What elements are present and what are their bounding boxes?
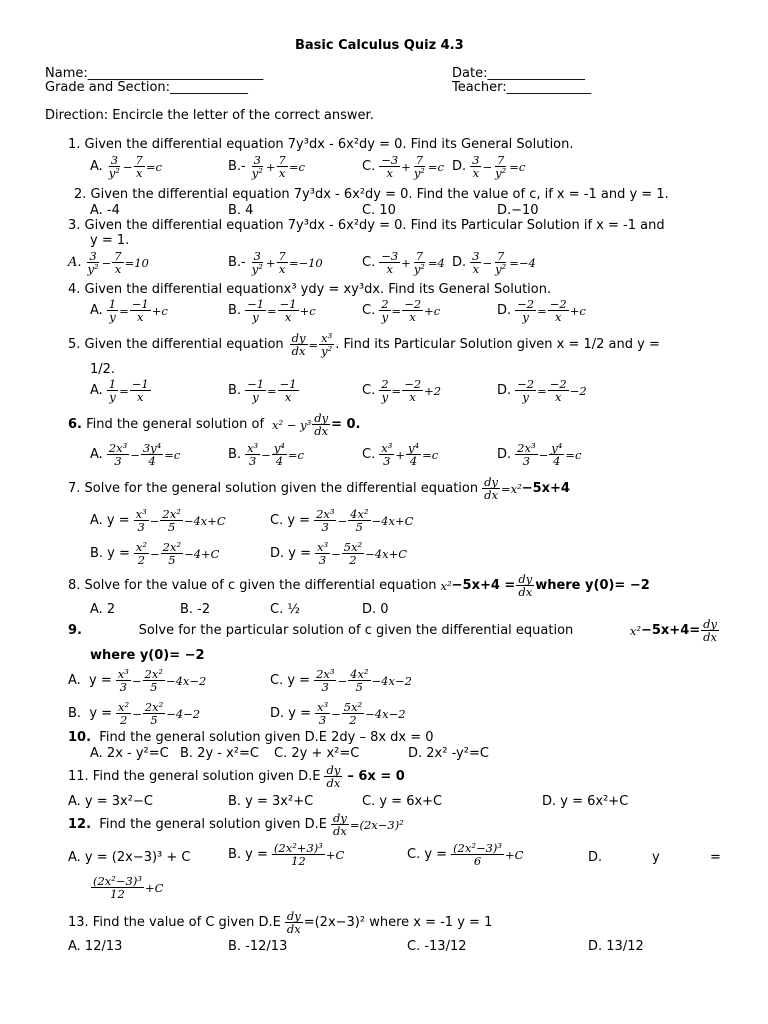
question-7: 7. Solve for the general solution given the differential equation $\frac{dy}{dx}$ =x² −5x+4 [68, 475, 570, 502]
q2-option-b: B. 4 [228, 203, 254, 218]
q3-option-d: D. $\frac{3}{x}$ − $\frac{7}{\text{y²}}$ =−4 [452, 249, 536, 276]
q9-option-b: B. y = $\frac{\text{x²}}{2}$ − $\frac{\text{2x²}}{5}$ −4−2 [68, 700, 201, 727]
q4-option-a: A. $\frac{1}{y}$ = $\frac{-1}{x}$ +c [90, 297, 168, 324]
q10-option-c: C. 2y + x²=C [274, 746, 360, 761]
q8-option-d: D. 0 [362, 602, 389, 617]
question-6: 6. Find the general solution of x² − y³ $\frac{dy}{dx}$ = 0. [68, 411, 361, 438]
q7-option-c: C. y = $\frac{\text{2x³}}{3}$ − $\frac{\text{4x²}}{5}$ −4x+C [270, 507, 414, 534]
question-10 [68, 730, 434, 745]
grade-section-field: Grade and Section:____________ [45, 80, 249, 95]
q12-text: Find the general solution given D.E [99, 817, 327, 832]
q3-option-c: C. $\frac{-3}{x}$ + $\frac{7}{\text{y²}}$ =4 [362, 249, 445, 276]
q9-text: Solve for the particular solution of c given the differential equation [138, 623, 574, 638]
q2-option-d: D.−10 [497, 203, 539, 218]
q9-mid: −5x+4= [640, 623, 701, 638]
page-title: Basic Calculus Quiz 4.3 [295, 38, 464, 53]
q6-text: Find the general solution of [86, 417, 265, 432]
q4-option-b: B. $\frac{-1}{y}$ = $\frac{-1}{x}$ +c [228, 297, 316, 324]
q8-option-c: C. ½ [270, 602, 300, 617]
question-12: 12. Find the general solution given D.E $\frac{dy}{dx}$ =(2x−3)² [68, 811, 404, 838]
q1-option-a: A. $\frac{3}{\text{y²}}$ − $\frac{7}{x}$ =c [90, 153, 162, 180]
q1-option-d: D. $\frac{3}{x}$ − $\frac{7}{\text{y²}}$ =c [452, 153, 526, 180]
q6-tail: = 0. [331, 417, 361, 432]
q10-option-a: A. 2x - y²=C [90, 746, 169, 761]
q10-text: Find the general solution given D.E 2dy – 8x dx = 0 [99, 730, 434, 745]
q8-option-a: A. 2 [90, 602, 116, 617]
q13-option-b: B. -12/13 [228, 939, 288, 954]
question-9-cont: where y(0)= −2 [90, 648, 205, 663]
question-4: 4. Given the differential equationx³ ydy = xy³dx. Find its General Solution. [68, 282, 552, 297]
q5-option-b: B. $\frac{-1}{y}$ = $\frac{-1}{x}$ [228, 377, 297, 404]
q12-b-label: B. y = [228, 847, 268, 862]
q12-d-eq: = [710, 850, 721, 865]
q13-tail: =(2x−3)² where x = -1 y = 1 [303, 915, 493, 930]
q13-option-c: C. -13/12 [407, 939, 467, 954]
q7-option-b: B. y = $\frac{\text{x²}}{2}$ − $\frac{\text{2x²}}{5}$ −4+C [90, 540, 220, 567]
question-13: 13. Find the value of C given D.E $\frac{dy}{dx}$ =(2x−3)² where x = -1 y = 1 [68, 909, 493, 936]
question-3: 3. Given the differential equation 7y³dx - 6x²dy = 0. Find its Particular Solution if x = -1 and [68, 218, 665, 233]
q11-option-c: C. y = 6x+C [362, 794, 443, 809]
q7-tail: −5x+4 [521, 481, 570, 496]
q1-option-c: C. $\frac{-3}{x}$ + $\frac{7}{\text{y²}}$ =c [362, 153, 444, 180]
q10-option-b: B. 2y - x²=C [180, 746, 259, 761]
q9-option-d: D. y = $\frac{\text{x³}}{3}$ − $\frac{\text{5x²}}{2}$ −4x−2 [270, 700, 406, 727]
question-2: 2. Given the differential equation 7y³dx - 6x²dy = 0. Find the value of c, if x = -1 and y = 1. [74, 187, 669, 202]
q8-text: 8. Solve for the value of c given the differential equation [68, 578, 437, 593]
q8-option-b: B. -2 [180, 602, 211, 617]
q11-option-d: D. y = 6x²+C [542, 794, 629, 809]
q3-option-a: A. $\frac{3}{\text{y²}}$ − $\frac{7}{x}$ =10 [68, 249, 149, 276]
q6-option-a: A. $\frac{\text{2x³}}{3}$ − $\frac{\text{3y⁴}}{4}$ =c [90, 441, 181, 468]
teacher-field: Teacher:_____________ [452, 80, 592, 95]
q6-number: 6. [68, 417, 82, 432]
q5-option-a: A. $\frac{1}{y}$ = $\frac{-1}{x}$ [90, 377, 149, 404]
q5-text-a: 5. Given the differential equation [68, 337, 284, 352]
q7-option-d: D. y = $\frac{\text{x³}}{3}$ − $\frac{\text{5x²}}{2}$ −4x+C [270, 540, 408, 567]
q6-option-b: B. $\frac{\text{x³}}{3}$ − $\frac{\text{y⁴}}{4}$ =c [228, 441, 304, 468]
q12-tail: =(2x−3)² [349, 817, 404, 832]
q1-option-b: B.- $\frac{3}{\text{y²}}$ + $\frac{7}{x}$ =c [228, 153, 305, 180]
question-3-cont: y = 1. [90, 233, 130, 248]
question-5: 5. Given the differential equation $\frac{dy}{dx}$ = $\frac{\text{x³}}{\text{y²}}$ . Find its Particular Solution given x = 1/2 and y = [68, 331, 660, 358]
q10-option-d: D. 2x² -y²=C [408, 746, 489, 761]
q11-tail: – 6x = 0 [347, 769, 405, 784]
date-field: Date:_______________ [452, 66, 585, 81]
q10-number: 10. [68, 730, 92, 745]
question-8: 8. Solve for the value of c given the differential equation x² −5x+4 = $\frac{dy}{dx}$ where y(0)= −2 [68, 572, 650, 599]
q5-option-d: D. $\frac{-2}{y}$ = $\frac{-2}{x}$ −2 [497, 377, 587, 404]
q11-option-a: A. y = 3x²−C [68, 794, 153, 809]
q6-option-c: C. $\frac{\text{x³}}{3}$ + $\frac{\text{y⁴}}{4}$ =c [362, 441, 439, 468]
q4-option-c: C. $\frac{2}{y}$ = $\frac{-2}{x}$ +c [362, 297, 441, 324]
q12-option-c: C. y = $\frac{\text{(2x²−3)³}}{6}$ +C [407, 841, 524, 868]
q2-option-a: A. -4 [90, 203, 120, 218]
direction-text: Direction: Encircle the letter of the correct answer. [45, 108, 374, 123]
q13-option-a: A. 12/13 [68, 939, 123, 954]
q11-text: 11. Find the general solution given D.E [68, 769, 321, 784]
q12-option-a: A. y = (2x−3)³ + C [68, 850, 191, 865]
q12-d-y: y [652, 850, 660, 865]
q6-option-d: D. $\frac{\text{2x³}}{3}$ − $\frac{\text{y⁴}}{4}$ =c [497, 441, 582, 468]
q12-c-label: C. y = [407, 847, 448, 862]
q9-option-a: A. y = $\frac{\text{x³}}{3}$ − $\frac{\text{2x²}}{5}$ −4x−2 [68, 667, 207, 694]
name-field: Name:___________________________ [45, 66, 264, 81]
q12-option-b: B. y = $\frac{\text{(2x²+3)³}}{12}$ +C [228, 841, 345, 868]
q12-option-d: $\frac{\text{(2x²−3)³}}{12}$ +C [93, 874, 164, 901]
q9-option-c: C. y = $\frac{\text{2x³}}{3}$ − $\frac{\text{4x²}}{5}$ −4x−2 [270, 667, 412, 694]
q5-option-c: C. $\frac{2}{y}$ = $\frac{-2}{x}$ +2 [362, 377, 442, 404]
question-9: 9. Solve for the particular solution of c given the differential equation x² −5x+4= $\frac{dy}{dx}$ [68, 617, 717, 644]
q4-option-d: D. $\frac{-2}{y}$ = $\frac{-2}{x}$ +c [497, 297, 586, 324]
question-1: 1. Given the differential equation 7y³dx - 6x²dy = 0. Find its General Solution. [68, 137, 574, 152]
q3-option-b: B.- $\frac{3}{\text{y²}}$ + $\frac{7}{x}$ =−10 [228, 249, 323, 276]
q2-option-c: C. 10 [362, 203, 396, 218]
q9-number: 9. [68, 623, 82, 638]
q8-mid: −5x+4 = [451, 578, 516, 593]
q13-option-d: D. 13/12 [588, 939, 644, 954]
q7-option-a: A. y = $\frac{\text{x³}}{3}$ − $\frac{\text{2x²}}{5}$ −4x+C [90, 507, 226, 534]
q13-text: 13. Find the value of C given D.E [68, 915, 281, 930]
question-5-cont: 1/2. [90, 362, 116, 377]
q12-number: 12. [68, 817, 92, 832]
q12-d-label: D. [588, 850, 603, 865]
question-11: 11. Find the general solution given D.E $\frac{dy}{dx}$ – 6x = 0 [68, 763, 405, 790]
q8-tail: where y(0)= −2 [535, 578, 650, 593]
q5-text-b: . Find its Particular Solution given x = 1/2 and y = [335, 337, 660, 352]
q7-text: 7. Solve for the general solution given the differential equation [68, 481, 479, 496]
q11-option-b: B. y = 3x²+C [228, 794, 314, 809]
